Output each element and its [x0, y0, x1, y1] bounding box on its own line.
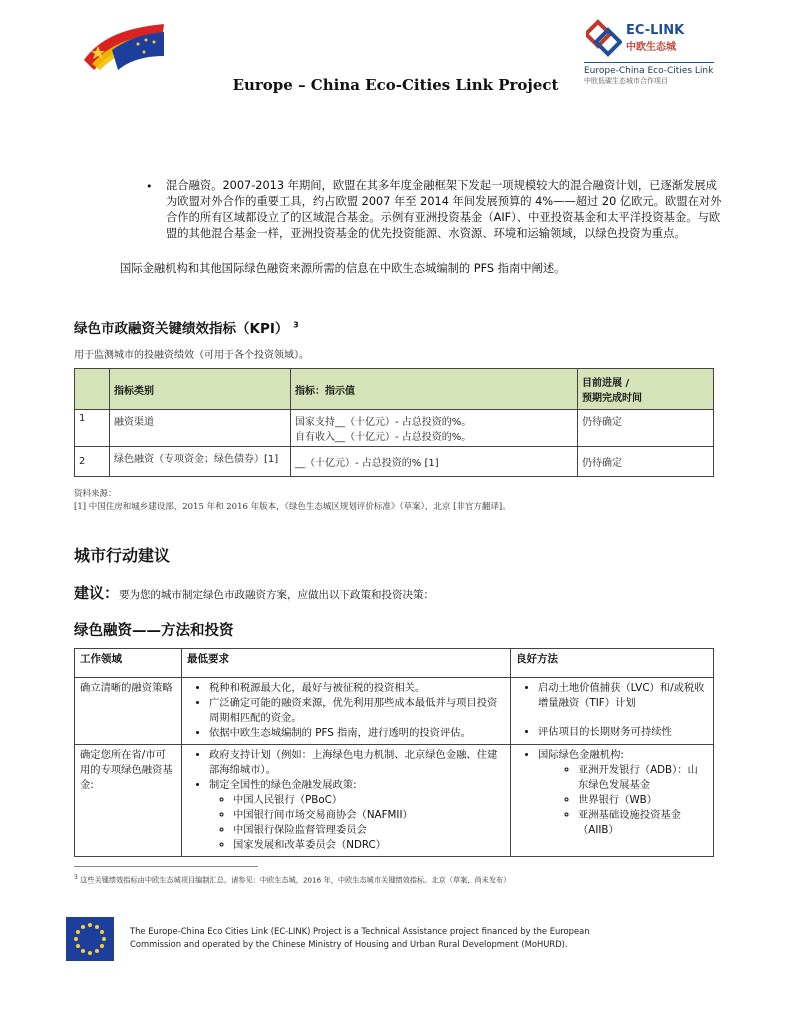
kpi-subtitle: 用于监测城市的投融资绩效（可用于各个投资领域）。 [74, 350, 309, 361]
green-row-area: 确定您所在省/市可用的专项绿色融资基金: [75, 745, 182, 857]
table-row [75, 678, 714, 745]
green-header-row [75, 649, 714, 678]
green-header-area: 工作领域 [75, 649, 182, 678]
page-header-title: Europe – China Eco-Cities Link Project [232, 76, 559, 94]
list-item: ◦ 中国人民银行（PBoC） [233, 793, 505, 808]
kpi-table [74, 368, 714, 477]
ec-link-subtitle-cn: 中欧低碳生态城市合作项目 [584, 77, 668, 85]
list-item: • 政府支持计划（例如：上海绿色电力机制、北京绿色金融、住建部海绵城市）。 [209, 748, 505, 778]
sources-text: [1] 中国住房和城乡建设部，2015 年和 2016 年版本，《绿色生态城区规划评价标准》（草案），北京 [非官方翻译]。 [74, 502, 511, 512]
list-item: ◦ 亚洲基础设施投资基金（AIIB） [578, 808, 708, 838]
kpi-footnote-ref: 3 [293, 320, 299, 330]
ec-link-subtitle: Europe-China Eco-Cities Link [584, 66, 714, 76]
footnote-text: 这些关键绩效指标由中欧生态城项目编制汇总。请参见：中欧生态城，2016 年，中欧生态城市关键绩效指标。北京（草案，尚未发布） [80, 875, 511, 885]
list-item: ◦ 中国银行保险监督管理委员会 [233, 823, 505, 838]
green-row-minimum [182, 745, 511, 857]
green-header-good: 良好方法 [511, 649, 714, 678]
list-item: • 启动土地价值捕获（LVC）和/或税收增量融资（TIF）计划 [538, 681, 708, 711]
list-item: ◦ 亚洲开发银行（ADB）：山东绿色发展基金 [578, 763, 708, 793]
action-section-title: 城市行动建议 [74, 546, 171, 565]
kpi-row-category: 融资渠道 [110, 410, 291, 447]
table-row [75, 745, 714, 857]
ec-link-name-cn: 中欧生态城 [626, 42, 676, 53]
green-row-good [511, 678, 714, 745]
list-item: ◦ 中国银行间市场交易商协会（NAFMII） [233, 808, 505, 823]
footnote-divider [74, 866, 258, 867]
kpi-header-num [75, 369, 110, 410]
blended-finance-paragraph: 混合融资。2007-2013 年期间，欧盟在其多年度金融框架下发起一项规模较大的混合融资计划，已逐渐发展成为欧盟对外合作的重要工具，约占欧盟 2007 年至 2014 年间发展预算的 4%——超过 20 亿欧元。欧盟在对外合作的所有区域都设立了的区域混合基金。示例有亚洲投资基金（AIF）、中亚投资基金和太平洋投资基金。与欧盟的其他混合基金一样，亚洲投资基金的优先投资能源、水资源、环境和运输领域，以绿色投资为重点。 [166, 179, 722, 240]
green-finance-table [74, 648, 714, 857]
kpi-row-num: 1 [75, 410, 110, 447]
list-item: • 依据中欧生态城编制的 PFS 指南，进行透明的投资评估。 [209, 726, 505, 741]
kpi-section-title: 绿色市政融资关键绩效指标（KPI） $^3$ [74, 320, 299, 337]
table-row [75, 410, 714, 447]
ec-link-name: EC-LINK [626, 23, 685, 38]
green-row-good [511, 745, 714, 857]
list-item: ◦ 世界银行（WB） [578, 793, 708, 808]
kpi-header-row [75, 369, 714, 410]
table-row [75, 447, 714, 477]
ec-link-logo [584, 18, 714, 98]
green-header-minimum: 最低要求 [182, 649, 511, 678]
recommendation-label: 建议： [74, 584, 120, 602]
kpi-header-category: 指标类别 [110, 369, 291, 410]
ec-link-diamond-icon [586, 18, 622, 58]
bullet-dot: • [146, 180, 153, 193]
kpi-row-indicator: 国家支持__（十亿元）- 占总投资的%。 自有收入__（十亿元）- 占总投资的%。 [291, 410, 578, 447]
kpi-row-progress: 仍待确定 [578, 447, 714, 477]
green-row-area: 确立清晰的融资策略 [75, 678, 182, 745]
recommendation-text: 要为您的城市制定绿色市政融资方案，应做出以下政策和投资决策： [119, 589, 435, 601]
ifi-info-paragraph: 国际金融机构和其他国际绿色融资来源所需的信息在中欧生态城编制的 PFS 指南中阐述。 [120, 262, 566, 275]
kpi-row-progress: 仍待确定 [578, 410, 714, 447]
list-item: • 制定全国性的绿色金融发展政策: [209, 778, 505, 793]
green-finance-title: 绿色融资——方法和投资 [74, 623, 234, 639]
kpi-row-num: 2 [75, 447, 110, 477]
kpi-row-category: 绿色融资（专项资金；绿色债券）[1] [110, 447, 291, 477]
sources-label: 资料来源： [74, 489, 117, 499]
list-item: • 国际绿色金融机构: [538, 748, 708, 763]
eu-china-flag-logo [82, 20, 166, 72]
eu-flag-icon [66, 917, 114, 961]
list-item: • 广泛确定可能的融资来源，优先利用那些成本最低并与项目投资周期相匹配的资金。 [209, 696, 505, 726]
list-item: • 评估项目的长期财务可持续性 [538, 725, 708, 740]
kpi-row-indicator: __（十亿元）- 占总投资的% [1] [291, 447, 578, 477]
footnote-number: 3 [74, 874, 78, 881]
kpi-header-indicator: 指标：指示值 [291, 369, 578, 410]
footer-text: The Europe-China Eco Cities Link (EC-LINK) Project is a Technical Assistance project financed by the European Commission and operated by the Chinese Ministry of Housing and Urban Rural Development (MoHURD). [130, 926, 590, 949]
recommendation-line [74, 582, 434, 603]
footnote [74, 874, 510, 885]
list-item: • 税种和税源最大化，最好与被征税的投资相关。 [209, 681, 505, 696]
kpi-header-progress: 目前进展 / 预期完成时间 [578, 369, 714, 410]
list-item: ◦ 国家发展和改革委员会（NDRC） [233, 838, 505, 853]
green-row-minimum [182, 678, 511, 745]
